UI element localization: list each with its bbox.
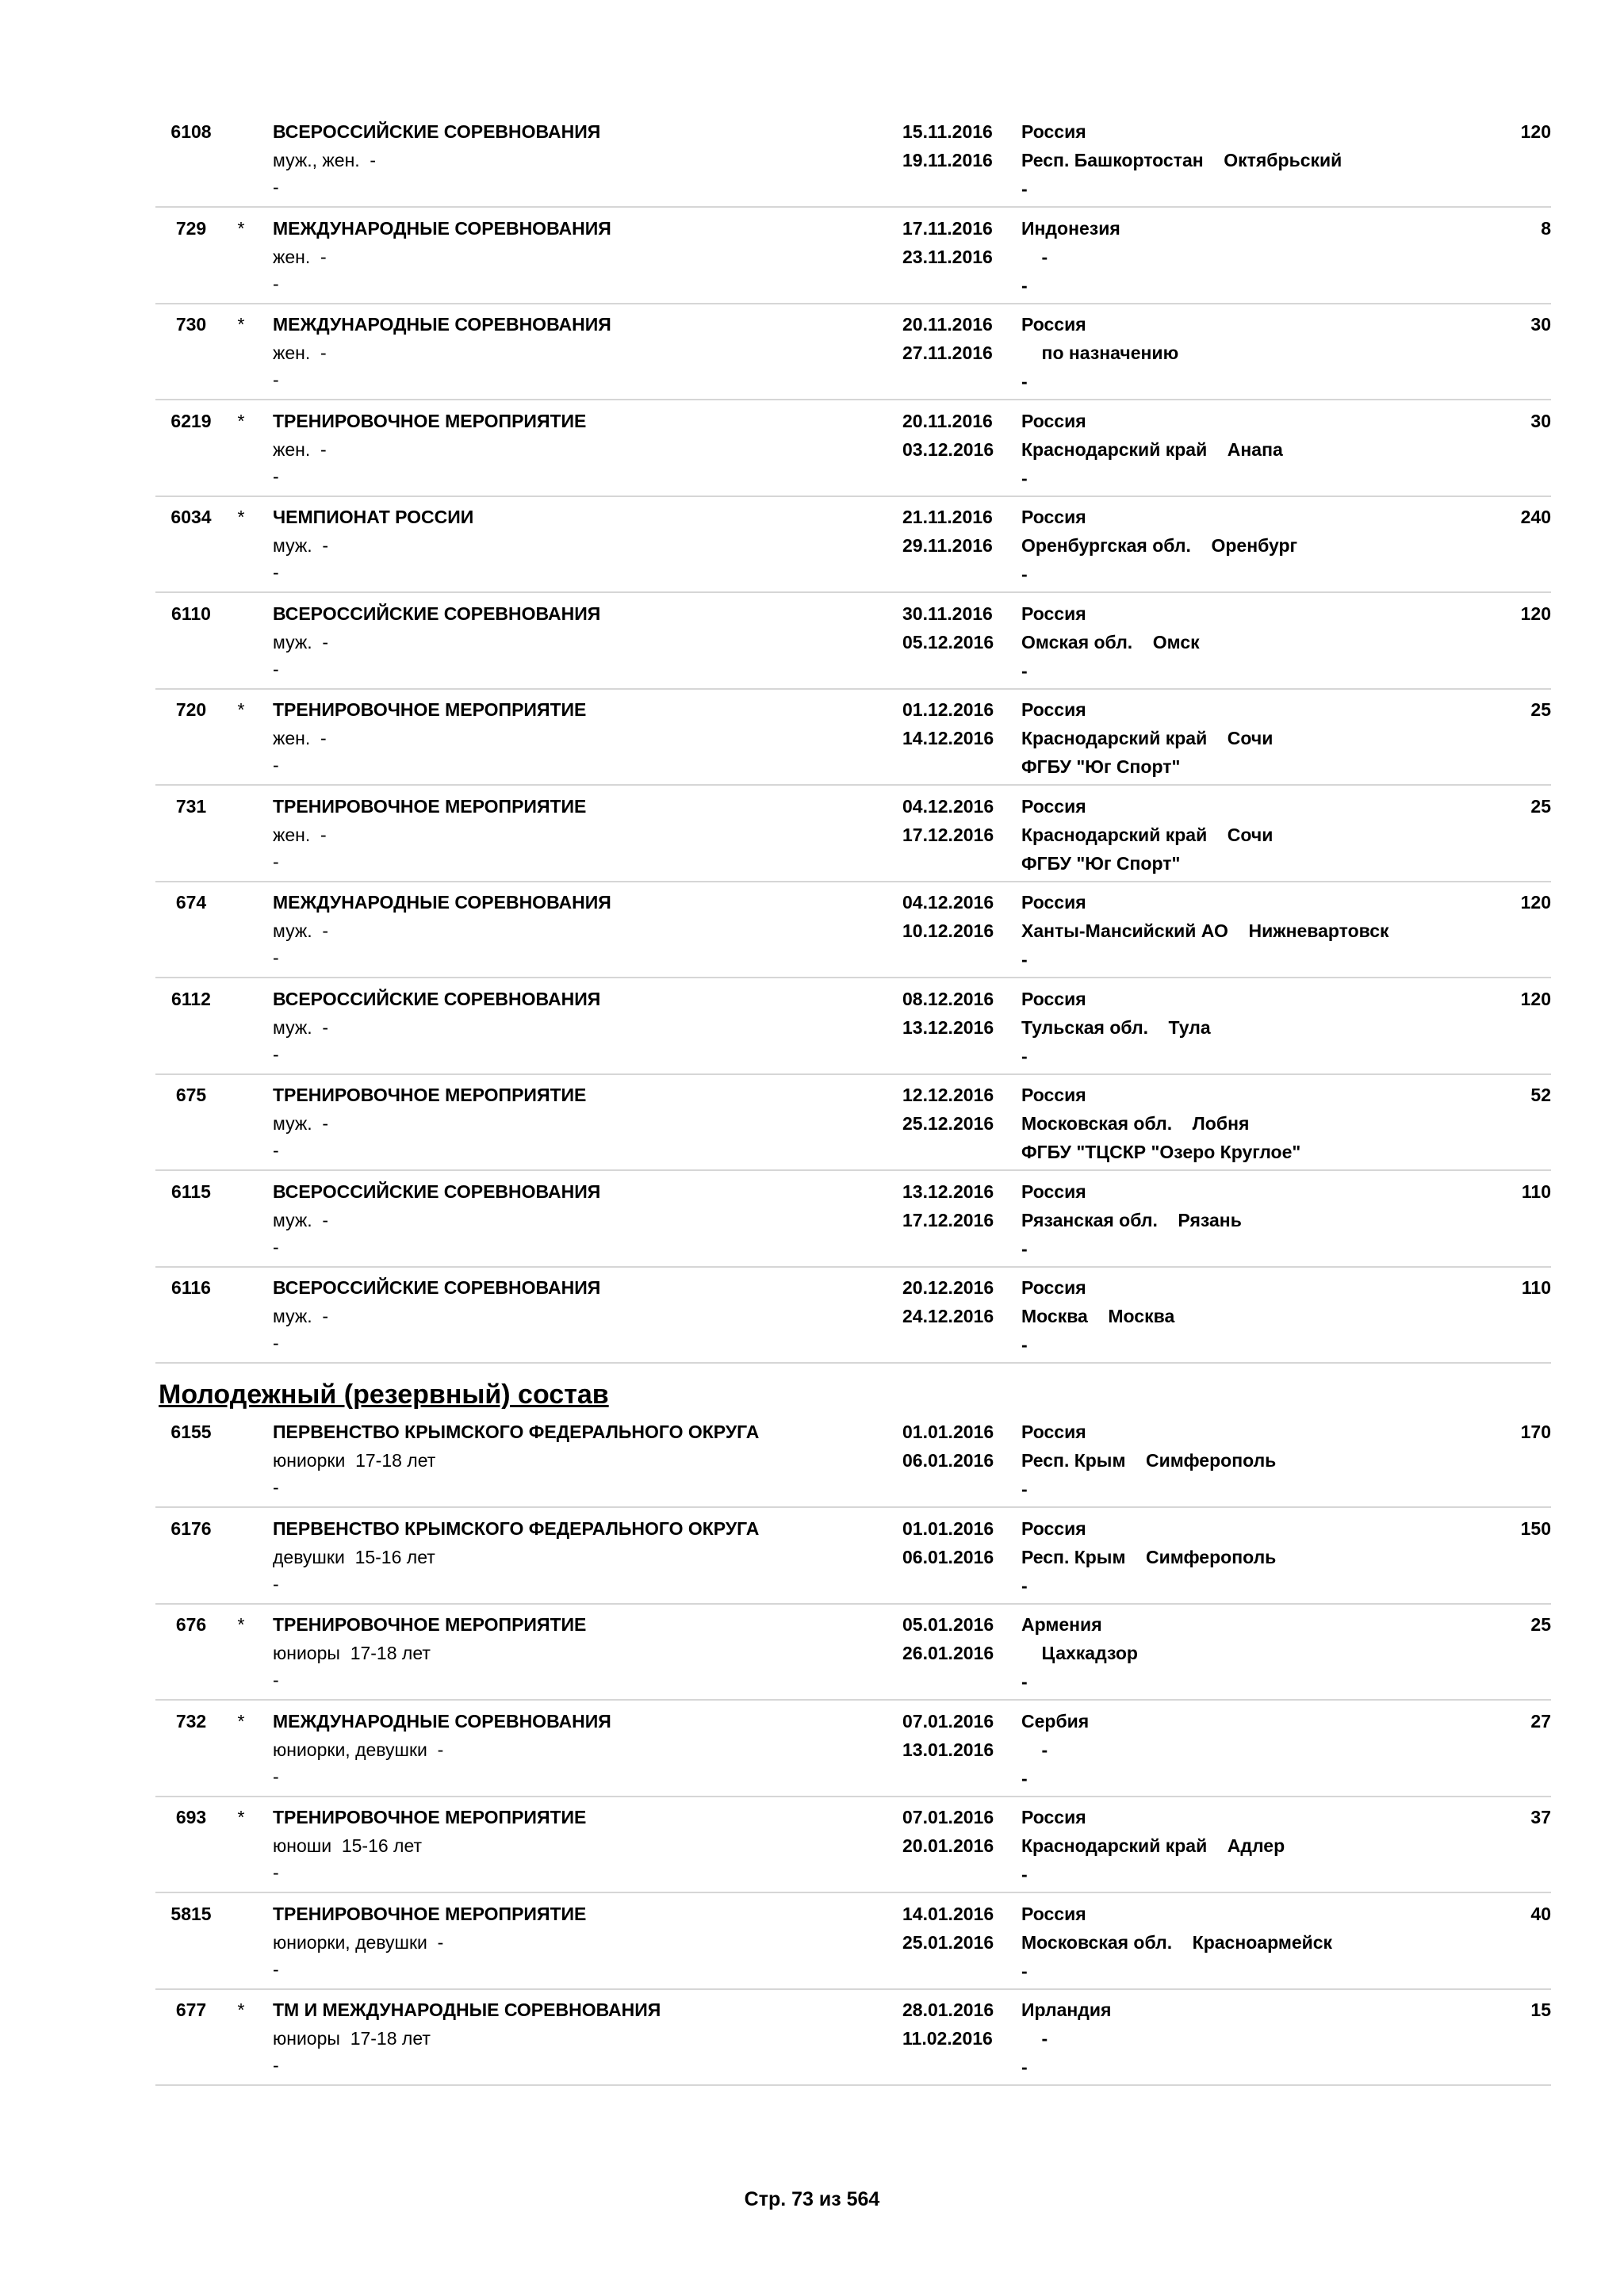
event-id: 6116 xyxy=(171,1277,211,1298)
event-id: 5815 xyxy=(170,1903,212,1924)
list-item xyxy=(155,1602,1551,1701)
start-date: 17.11.2016 xyxy=(902,217,993,239)
venue: - xyxy=(1021,1479,1028,1499)
event-note: - xyxy=(273,947,279,968)
list-item xyxy=(155,1265,1551,1364)
country: Россия xyxy=(1021,1277,1086,1298)
participants-category: муж., жен. - xyxy=(273,150,377,170)
end-date: 03.12.2016 xyxy=(902,438,994,460)
start-date: 12.12.2016 xyxy=(902,1085,994,1105)
event-id: 6108 xyxy=(170,121,212,142)
participants-count: 170 xyxy=(1520,1422,1551,1442)
region-city: - xyxy=(1021,2028,1048,2049)
list-item xyxy=(155,1410,1551,1508)
priority-mark: * xyxy=(237,410,245,431)
start-date: 13.12.2016 xyxy=(902,1181,994,1202)
venue: ФГБУ "ТЦСКР "Озеро Круглое" xyxy=(1021,1142,1301,1162)
event-title: ТРЕНИРОВОЧНОЕ МЕРОПРИЯТИЕ xyxy=(273,1085,587,1105)
region-city: Краснодарский край Сочи xyxy=(1021,728,1274,748)
list-item xyxy=(155,687,1551,786)
venue: - xyxy=(1021,371,1028,392)
start-date: 01.01.2016 xyxy=(902,1422,994,1442)
participants-count: 120 xyxy=(1520,988,1551,1009)
country: Сербия xyxy=(1021,1710,1090,1732)
event-title: МЕЖДУНАРОДНЫЕ СОРЕВНОВАНИЯ xyxy=(273,892,611,913)
participants-category: жен. - xyxy=(273,824,327,845)
country: Россия xyxy=(1021,314,1086,335)
region-city: Респ. Башкортостан Октябрьский xyxy=(1021,150,1342,170)
participants-count: 120 xyxy=(1520,603,1551,624)
participants-category: жен. - xyxy=(273,728,327,748)
list-item xyxy=(155,591,1551,690)
venue: - xyxy=(1021,274,1028,296)
event-note: - xyxy=(273,1670,279,1690)
country: Ирландия xyxy=(1021,1999,1112,2020)
participants-count: 25 xyxy=(1530,1614,1551,1635)
event-id: 676 xyxy=(175,1614,207,1635)
start-date: 21.11.2016 xyxy=(902,507,993,527)
event-id: 730 xyxy=(175,314,207,335)
list-item xyxy=(155,1506,1551,1605)
start-date: 20.11.2016 xyxy=(902,410,993,431)
participants-count: 25 xyxy=(1530,699,1551,720)
list-item xyxy=(155,109,1551,208)
venue: - xyxy=(1021,1671,1028,1692)
country: Россия xyxy=(1021,795,1086,817)
event-note: - xyxy=(273,1862,279,1883)
venue: - xyxy=(1021,467,1028,488)
page-number: Стр. 73 из 564 xyxy=(744,2188,880,2210)
participants-category: муж. - xyxy=(273,1306,329,1326)
participants-count: 52 xyxy=(1530,1085,1551,1105)
participants-category: юниорки 17-18 лет xyxy=(273,1450,436,1471)
country: Россия xyxy=(1021,603,1086,624)
start-date: 08.12.2016 xyxy=(902,988,994,1009)
event-title: ПЕРВЕНСТВО КРЫМСКОГО ФЕДЕРАЛЬНОГО ОКРУГА xyxy=(273,1517,760,1539)
event-id: 674 xyxy=(175,892,207,913)
country: Россия xyxy=(1021,988,1086,1009)
region-city: Москва Москва xyxy=(1021,1306,1175,1326)
participants-count: 30 xyxy=(1530,410,1551,431)
event-id: 729 xyxy=(175,217,207,239)
end-date: 14.12.2016 xyxy=(902,728,994,748)
country: Россия xyxy=(1021,1181,1086,1202)
start-date: 20.11.2016 xyxy=(902,314,993,335)
list-item xyxy=(155,399,1551,497)
venue: - xyxy=(1021,949,1028,970)
venue: - xyxy=(1021,660,1028,681)
participants-category: муж. - xyxy=(273,1113,329,1134)
event-title: ТРЕНИРОВОЧНОЕ МЕРОПРИЯТИЕ xyxy=(273,699,587,720)
event-title: ТРЕНИРОВОЧНОЕ МЕРОПРИЯТИЕ xyxy=(273,1614,587,1635)
end-date: 06.01.2016 xyxy=(902,1546,994,1567)
participants-category: жен. - xyxy=(273,342,327,363)
participants-category: юниоры 17-18 лет xyxy=(273,1643,431,1663)
end-date: 05.12.2016 xyxy=(902,631,994,652)
country: Россия xyxy=(1021,1085,1086,1105)
start-date: 04.12.2016 xyxy=(902,892,994,913)
venue: - xyxy=(1021,1238,1028,1259)
venue: - xyxy=(1021,1767,1028,1789)
participants-count: 30 xyxy=(1530,314,1551,335)
venue: ФГБУ "Юг Спорт" xyxy=(1021,756,1181,777)
region-city: Омская обл. Омск xyxy=(1021,631,1200,652)
start-date: 28.01.2016 xyxy=(902,1999,994,2020)
event-note: - xyxy=(273,177,279,197)
participants-count: 8 xyxy=(1541,217,1551,239)
event-note: - xyxy=(273,658,279,679)
event-id: 693 xyxy=(175,1807,207,1827)
region-city: - xyxy=(1021,246,1048,267)
venue: - xyxy=(1021,1575,1028,1596)
participants-category: муж. - xyxy=(273,1209,329,1230)
participants-category: муж. - xyxy=(273,535,329,556)
end-date: 11.02.2016 xyxy=(902,2028,993,2049)
event-title: ПЕРВЕНСТВО КРЫМСКОГО ФЕДЕРАЛЬНОГО ОКРУГА xyxy=(273,1422,760,1442)
event-title: МЕЖДУНАРОДНЫЕ СОРЕВНОВАНИЯ xyxy=(273,1710,611,1732)
end-date: 13.12.2016 xyxy=(902,1016,994,1038)
participants-count: 15 xyxy=(1530,1999,1551,2020)
start-date: 20.12.2016 xyxy=(902,1277,994,1298)
event-note: - xyxy=(273,1766,279,1787)
event-note: - xyxy=(273,2055,279,2076)
event-note: - xyxy=(273,1236,279,1257)
event-id: 675 xyxy=(175,1085,207,1105)
event-title: МЕЖДУНАРОДНЫЕ СОРЕВНОВАНИЯ xyxy=(273,314,611,335)
country: Россия xyxy=(1021,410,1086,431)
event-note: - xyxy=(273,851,279,872)
country: Армения xyxy=(1021,1614,1102,1635)
event-title: МЕЖДУНАРОДНЫЕ СОРЕВНОВАНИЯ xyxy=(273,217,611,239)
end-date: 17.12.2016 xyxy=(902,824,994,845)
priority-mark: * xyxy=(237,507,245,527)
priority-mark: * xyxy=(237,1999,245,2020)
region-city: Краснодарский край Адлер xyxy=(1021,1835,1285,1856)
event-id: 6110 xyxy=(171,603,211,624)
country: Россия xyxy=(1021,121,1086,142)
participants-count: 110 xyxy=(1521,1181,1551,1202)
end-date: 25.12.2016 xyxy=(902,1113,994,1134)
event-note: - xyxy=(273,1958,279,1980)
end-date: 24.12.2016 xyxy=(902,1306,994,1326)
participants-category: муж. - xyxy=(273,1016,329,1038)
start-date: 05.01.2016 xyxy=(902,1614,994,1635)
start-date: 01.01.2016 xyxy=(902,1517,994,1539)
country: Индонезия xyxy=(1021,217,1120,239)
participants-category: юниорки, девушки - xyxy=(273,1931,444,1953)
event-title: ЧЕМПИОНАТ РОССИИ xyxy=(273,507,474,527)
region-city: Тульская обл. Тула xyxy=(1021,1016,1211,1038)
event-title: ВСЕРОССИЙСКИЕ СОРЕВНОВАНИЯ xyxy=(273,1181,601,1202)
end-date: 25.01.2016 xyxy=(902,1931,994,1953)
start-date: 14.01.2016 xyxy=(902,1903,994,1924)
participants-category: жен. - xyxy=(273,438,327,460)
venue: - xyxy=(1021,1334,1028,1355)
event-id: 6176 xyxy=(170,1517,212,1539)
venue: - xyxy=(1021,2057,1028,2077)
participants-count: 120 xyxy=(1520,121,1551,142)
event-title: ТРЕНИРОВОЧНОЕ МЕРОПРИЯТИЕ xyxy=(273,410,587,431)
list-item xyxy=(155,1169,1551,1268)
event-id: 6115 xyxy=(171,1181,211,1202)
event-title: ВСЕРОССИЙСКИЕ СОРЕВНОВАНИЯ xyxy=(273,121,601,142)
participants-count: 120 xyxy=(1520,892,1551,913)
region-city: Цахкадзор xyxy=(1021,1643,1138,1663)
list-item xyxy=(155,977,1551,1075)
end-date: 17.12.2016 xyxy=(902,1209,994,1230)
end-date: 13.01.2016 xyxy=(902,1739,994,1760)
priority-mark: * xyxy=(237,1614,245,1635)
priority-mark: * xyxy=(237,1710,245,1732)
event-note: - xyxy=(273,273,279,294)
end-date: 26.01.2016 xyxy=(902,1643,994,1663)
list-item xyxy=(155,302,1551,400)
region-city: Оренбургская обл. Оренбург xyxy=(1021,535,1298,556)
region-city: - xyxy=(1021,1739,1048,1760)
start-date: 07.01.2016 xyxy=(902,1710,994,1732)
event-title: ВСЕРОССИЙСКИЕ СОРЕВНОВАНИЯ xyxy=(273,603,601,624)
list-item xyxy=(155,880,1551,978)
event-title: ТРЕНИРОВОЧНОЕ МЕРОПРИЯТИЕ xyxy=(273,1903,587,1924)
event-note: - xyxy=(273,1573,279,1594)
country: Россия xyxy=(1021,892,1086,913)
region-city: Респ. Крым Симферополь xyxy=(1021,1546,1277,1567)
event-note: - xyxy=(273,1477,279,1498)
participants-count: 150 xyxy=(1520,1517,1551,1539)
list-item xyxy=(155,1699,1551,1797)
event-note: - xyxy=(273,1140,279,1161)
participants-category: юниоры 17-18 лет xyxy=(273,2028,431,2049)
event-note: - xyxy=(273,465,279,487)
participants-count: 240 xyxy=(1520,507,1551,527)
end-date: 06.01.2016 xyxy=(902,1450,994,1471)
participants-category: юноши 15-16 лет xyxy=(273,1835,423,1856)
event-id: 6112 xyxy=(171,988,211,1009)
list-item xyxy=(155,1073,1551,1171)
venue: - xyxy=(1021,564,1028,584)
event-note: - xyxy=(273,1043,279,1065)
priority-mark: * xyxy=(237,314,245,335)
priority-mark: * xyxy=(237,699,245,720)
event-note: - xyxy=(273,369,279,390)
event-id: 732 xyxy=(175,1710,207,1732)
event-title: ТРЕНИРОВОЧНОЕ МЕРОПРИЯТИЕ xyxy=(273,795,587,817)
event-id: 6155 xyxy=(170,1422,212,1442)
region-city: Ханты-Мансийский АО Нижневартовск xyxy=(1021,920,1389,941)
list-item xyxy=(155,495,1551,593)
region-city: по назначению xyxy=(1021,342,1179,363)
event-title: ТРЕНИРОВОЧНОЕ МЕРОПРИЯТИЕ xyxy=(273,1807,587,1827)
participants-category: жен. - xyxy=(273,246,327,267)
country: Россия xyxy=(1021,699,1086,720)
region-city: Московская обл. Лобня xyxy=(1021,1113,1250,1134)
participants-count: 40 xyxy=(1530,1903,1551,1924)
start-date: 07.01.2016 xyxy=(902,1807,994,1827)
participants-category: муж. - xyxy=(273,631,329,652)
start-date: 30.11.2016 xyxy=(902,603,993,624)
participants-count: 25 xyxy=(1530,795,1551,817)
list-item xyxy=(155,784,1551,882)
venue: ФГБУ "Юг Спорт" xyxy=(1021,852,1181,874)
end-date: 27.11.2016 xyxy=(902,342,993,363)
start-date: 01.12.2016 xyxy=(902,699,994,720)
participants-count: 27 xyxy=(1530,1710,1551,1732)
list-item xyxy=(155,206,1551,304)
event-title: ВСЕРОССИЙСКИЕ СОРЕВНОВАНИЯ xyxy=(273,1277,601,1298)
event-id: 720 xyxy=(175,699,207,720)
country: Россия xyxy=(1021,507,1086,527)
event-id: 677 xyxy=(175,1999,207,2020)
priority-mark: * xyxy=(237,1807,245,1827)
region-city: Респ. Крым Симферополь xyxy=(1021,1450,1277,1471)
end-date: 29.11.2016 xyxy=(902,535,993,556)
list-item xyxy=(155,1988,1551,2086)
priority-mark: * xyxy=(237,217,245,239)
end-date: 10.12.2016 xyxy=(902,920,994,941)
event-id: 6034 xyxy=(170,507,212,527)
event-note: - xyxy=(273,562,279,583)
region-city: Краснодарский край Анапа xyxy=(1021,438,1283,460)
event-title: ТМ И МЕЖДУНАРОДНЫЕ СОРЕВНОВАНИЯ xyxy=(273,1999,661,2020)
venue: - xyxy=(1021,1864,1028,1885)
country: Россия xyxy=(1021,1807,1086,1827)
event-note: - xyxy=(273,755,279,775)
participants-category: девушки 15-16 лет xyxy=(273,1546,435,1567)
venue: - xyxy=(1021,1960,1028,1981)
event-id: 6219 xyxy=(170,410,212,431)
participants-count: 37 xyxy=(1530,1807,1551,1827)
country: Россия xyxy=(1021,1422,1086,1442)
country: Россия xyxy=(1021,1903,1086,1924)
start-date: 15.11.2016 xyxy=(902,121,993,142)
country: Россия xyxy=(1021,1517,1086,1539)
participants-count: 110 xyxy=(1521,1277,1551,1298)
participants-category: юниорки, девушки - xyxy=(273,1739,444,1760)
section-title: Молодежный (резервный) состав xyxy=(159,1380,609,1410)
event-id: 731 xyxy=(175,795,207,817)
region-city: Рязанская обл. Рязань xyxy=(1021,1209,1242,1230)
region-city: Краснодарский край Сочи xyxy=(1021,824,1274,845)
start-date: 04.12.2016 xyxy=(902,795,994,817)
end-date: 19.11.2016 xyxy=(902,150,993,170)
venue: - xyxy=(1021,178,1028,199)
region-city: Московская обл. Красноармейск xyxy=(1021,1931,1333,1953)
list-item xyxy=(155,1795,1551,1893)
participants-category: муж. - xyxy=(273,920,329,941)
end-date: 20.01.2016 xyxy=(902,1835,994,1856)
end-date: 23.11.2016 xyxy=(902,246,993,267)
event-title: ВСЕРОССИЙСКИЕ СОРЕВНОВАНИЯ xyxy=(273,988,601,1009)
event-note: - xyxy=(273,1333,279,1353)
list-item xyxy=(155,1892,1551,1990)
venue: - xyxy=(1021,1045,1028,1066)
